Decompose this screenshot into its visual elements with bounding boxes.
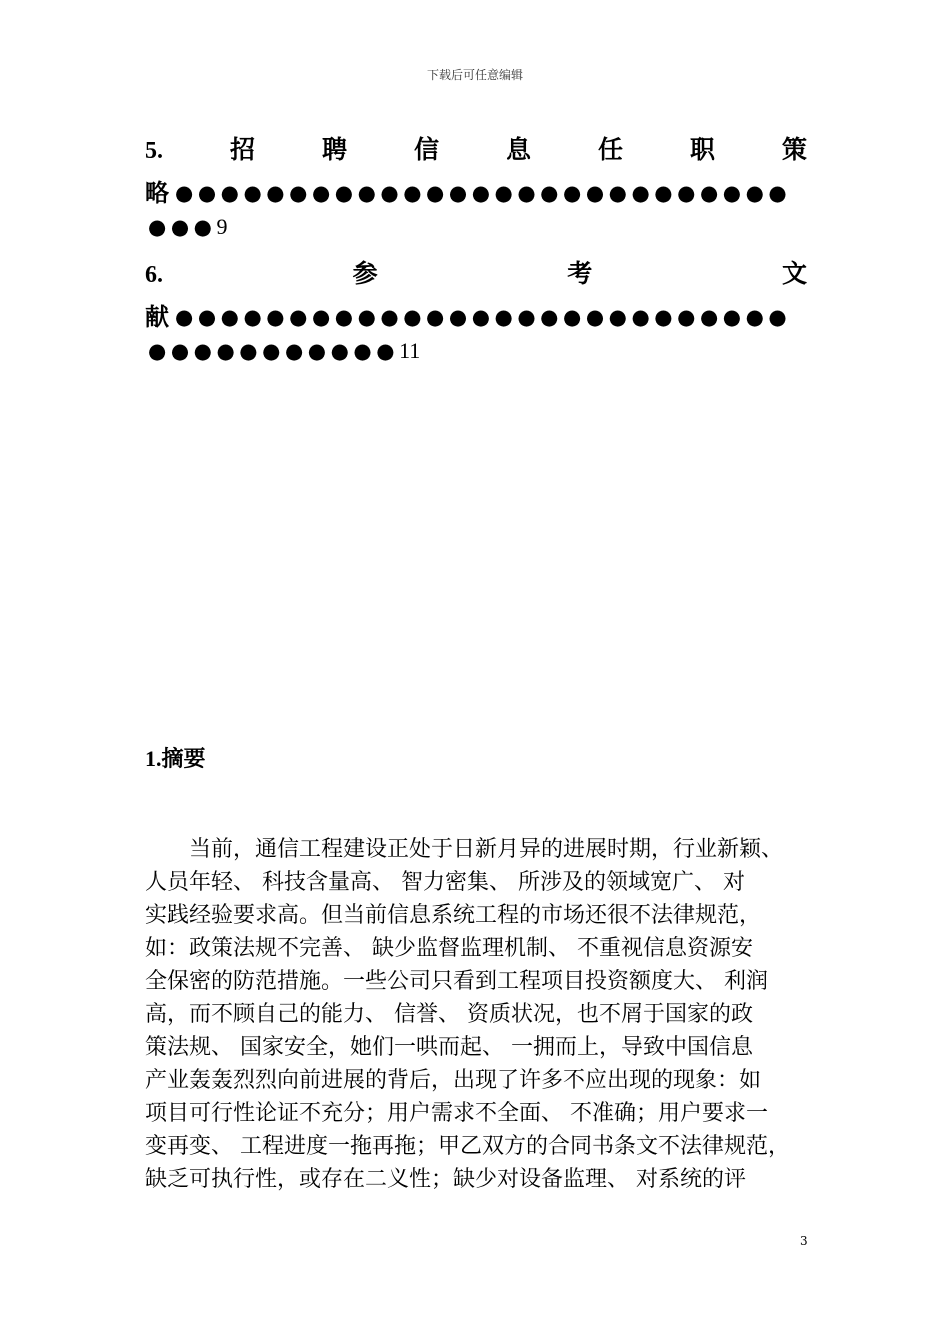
paragraph-line: 如：政策法规不完善、 缺少监督监理机制、 不重视信息资源安 <box>145 936 753 961</box>
toc-leader-line <box>145 299 807 335</box>
toc-title-char: 参 <box>352 259 378 288</box>
toc-title-char: 职 <box>689 135 715 164</box>
toc-title-char: 息 <box>505 135 531 164</box>
paragraph-line: 产业轰轰烈烈向前进展的背后，出现了许多不应出现的现象：如 <box>145 1068 762 1093</box>
toc-entry-title <box>145 256 807 293</box>
toc-title-char: 献 <box>145 303 169 331</box>
toc-entry-number: 5. <box>145 138 163 164</box>
toc-title-char: 招 <box>229 135 255 164</box>
toc-title-char: 聘 <box>321 135 347 164</box>
paragraph-line: 全保密的防范措施。一些公司只看到工程项目投资额度大、 利润 <box>145 969 768 994</box>
toc-leader-line <box>145 333 807 369</box>
toc-title-char: 信 <box>413 135 439 164</box>
toc-title-char: 考 <box>567 259 593 288</box>
section-number: 1. <box>145 746 162 771</box>
paragraph-line: 当前，通信工程建设正处于日新月异的进展时期，行业新颖、 <box>145 837 784 862</box>
toc-dot-leader: ●●●●●●●●●●● <box>148 339 400 363</box>
paragraph-line: 人员年轻、 科技含量高、 智力密集、 所涉及的领域宽广、 对 <box>145 870 745 895</box>
toc-entry-recruitment[interactable] <box>145 132 807 245</box>
toc-entry-number: 6. <box>145 262 163 288</box>
section-heading <box>145 742 206 773</box>
toc-dot-leader: ●●●●●●●●●●●●●●●●●●●●●●●●●●● <box>175 305 792 329</box>
page-header: 下载后可任意编辑 <box>426 68 523 82</box>
paragraph-line: 变再变、 工程进度一拖再拖；甲乙双方的合同书条文不法律规范， <box>145 1134 790 1159</box>
toc-dot-leader: ●●● <box>148 215 217 239</box>
toc-title-char: 策 <box>781 135 807 164</box>
toc-dot-leader: ●●●●●●●●●●●●●●●●●●●●●●●●●●● <box>175 181 792 205</box>
toc-entry-references[interactable] <box>145 256 807 369</box>
toc-title-char: 文 <box>781 259 807 288</box>
page-number: 3 <box>800 1234 808 1248</box>
toc-page-number: 11 <box>399 338 421 363</box>
paragraph-line: 项目可行性论证不充分；用户需求不全面、 不准确；用户要求一 <box>145 1101 768 1126</box>
toc-title-char: 略 <box>145 179 169 207</box>
toc-title-char: 任 <box>597 135 623 164</box>
paragraph-line: 实践经验要求高。但当前信息系统工程的市场还很不法律规范， <box>145 903 762 928</box>
paragraph-line: 高，而不顾自己的能力、 信誉、 资质状况，也不屑于国家的政 <box>145 1002 753 1027</box>
toc-leader-line <box>145 209 807 245</box>
section-title: 摘要 <box>161 747 206 772</box>
toc-leader-line <box>145 175 807 211</box>
toc-page-number: 9 <box>216 214 228 239</box>
toc-entry-title <box>145 132 807 169</box>
abstract-paragraph <box>145 833 825 1196</box>
paragraph-line: 缺乏可执行性，或存在二义性；缺少对设备监理、 对系统的评 <box>145 1167 746 1192</box>
paragraph-line: 策法规、 国家安全，她们一哄而起、 一拥而上，导致中国信息 <box>145 1035 753 1060</box>
